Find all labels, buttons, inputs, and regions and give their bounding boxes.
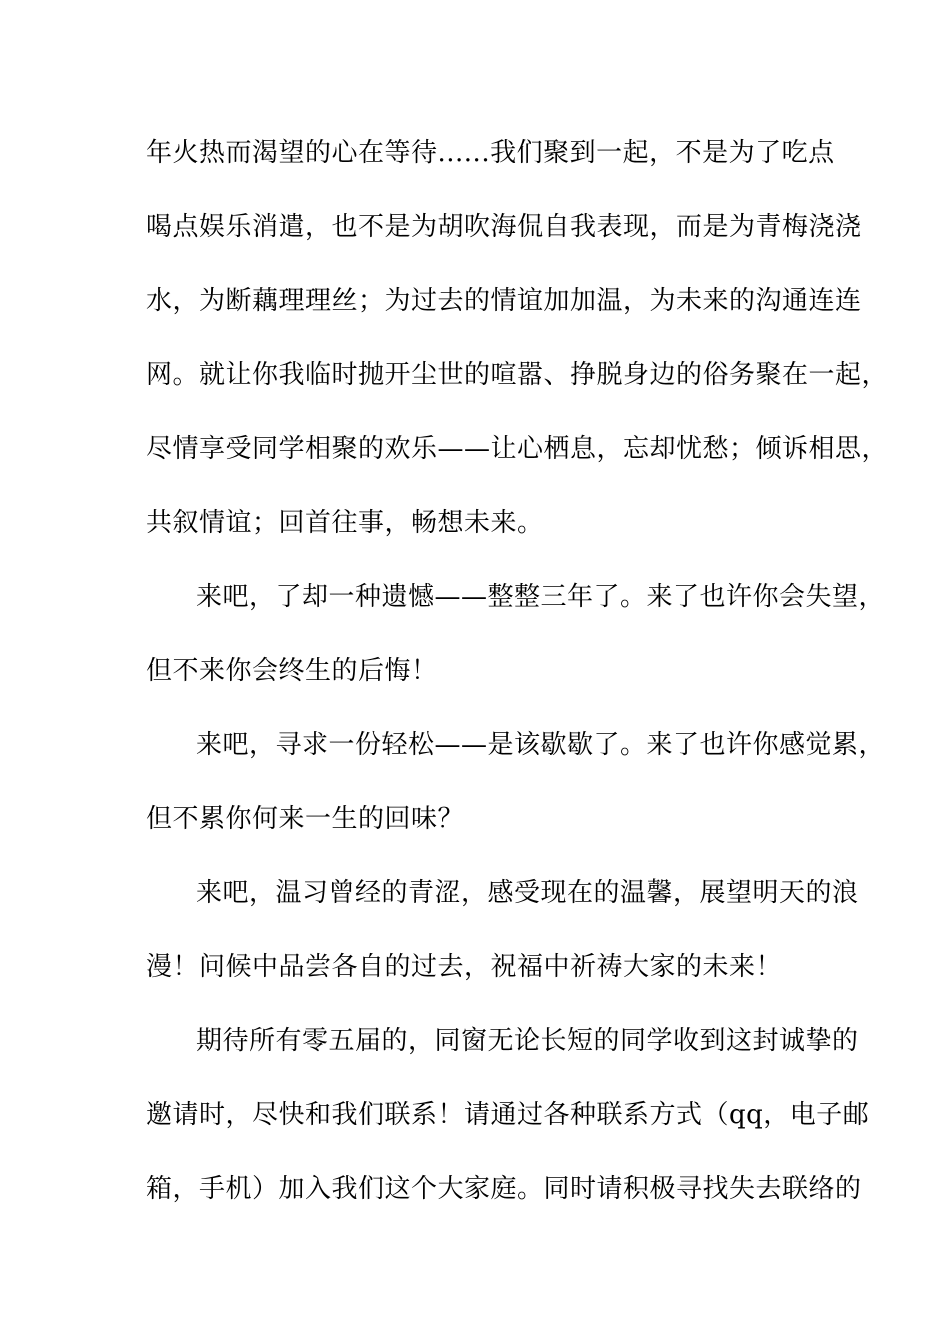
text-line: 网。就让你我临时抛开尘世的喧嚣、挣脱身边的俗务聚在一起， bbox=[146, 360, 889, 390]
letter-body bbox=[146, 124, 889, 1234]
text-line: 年火热而渴望的心在等待......我们聚到一起，不是为了吃点 bbox=[146, 138, 835, 168]
text-line: 漫！问候中品尝各自的过去，祝福中祈祷大家的未来！ bbox=[146, 952, 783, 982]
text-line: 但不累你何来一生的回味？ bbox=[146, 804, 465, 834]
paragraph-first-line: 期待所有零五届的，同窗无论长短的同学收到这封诚挚的 bbox=[196, 1026, 859, 1056]
text-line: 尽情享受同学相聚的欢乐——让心栖息，忘却忧愁；倾诉相思， bbox=[146, 434, 889, 464]
text-line: 但不来你会终生的后悔！ bbox=[146, 656, 438, 686]
paragraph-first-line: 来吧，温习曾经的青涩，感受现在的温馨，展望明天的浪 bbox=[196, 878, 859, 908]
text-line: 箱，手机）加入我们这个大家庭。同时请积极寻找失去联络的 bbox=[146, 1174, 862, 1204]
paragraph-first-line: 来吧，寻求一份轻松——是该歇歇了。来了也许你感觉累， bbox=[196, 730, 886, 760]
text-line: 共叙情谊；回首往事，畅想未来。 bbox=[146, 508, 544, 538]
text-line: 喝点娱乐消遣，也不是为胡吹海侃自我表现，而是为青梅浇浇 bbox=[146, 212, 862, 242]
text-line: 邀请时，尽快和我们联系！请通过各种联系方式（qq，电子邮 bbox=[146, 1100, 870, 1130]
text-line: 水，为断藕理理丝；为过去的情谊加加温，为未来的沟通连连 bbox=[146, 286, 862, 316]
paragraph-first-line: 来吧，了却一种遗憾——整整三年了。来了也许你会失望， bbox=[196, 582, 886, 612]
